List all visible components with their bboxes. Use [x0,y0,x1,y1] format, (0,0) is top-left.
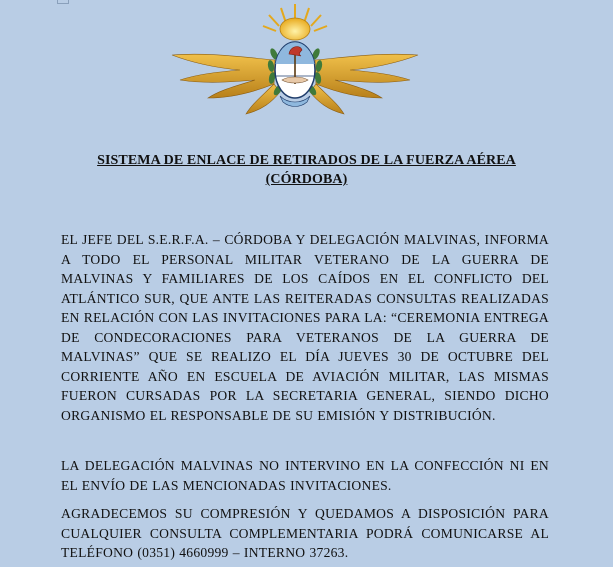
document-title [0,151,613,189]
title-line-2: (CÓRDOBA) [265,172,348,187]
left-wing [172,54,280,114]
right-wing [310,54,418,114]
shield [275,42,315,98]
air-force-wings-crest-icon [170,0,420,128]
title-line-1: SISTEMA DE ENLACE DE RETIRADOS DE LA FUERZA AÉREA [97,153,516,168]
paragraph-contact: AGRADECEMOS SU COMPRESIÓN Y QUEDAMOS A DISPOSICIÓN PARA CUALQUIER CONSULTA COMPLEMENTARIA PODRÁ COMUNICARSE AL TELÉFONO (0351) 4660999 – INTERNO 37263. [61,506,549,560]
paragraph-announcement: EL JEFE DEL S.E.R.F.A. – CÓRDOBA Y DELEGACIÓN MALVINAS, INFORMA A TODO EL PERSONAL MILITAR VETERANO DE LA GUERRA DE MALVINAS Y FAMILIARES DE LOS CAÍDOS EN EL CONFLICTO DEL ATLÁNTICO SUR, QUE ANTE LAS REITERADAS CONSULTAS REALIZADAS EN RELACIÓN CON LAS INVITACIONES PARA LA: “CEREMONIA ENTREGA DE CONDECORACIONES PARA VETERANOS DE LA GUERRA DE MALVINAS” QUE SE REALIZO EL DÍA JUEVES 30 DE OCTUBRE DEL CORRIENTE AÑO EN ESCUELA DE AVIACIÓN MILITAR, LAS MISMAS FUERON CURSADAS POR LA SECRETARIA GENERAL, SIENDO DICHO ORGANISMO EL RESPONSABLE DE SU EMISIÓN Y DISTRIBUCIÓN. [61,232,549,423]
corner-marker [57,0,69,4]
paragraph-delegation: LA DELEGACIÓN MALVINAS NO INTERVINO EN LA CONFECCIÓN NI EN EL ENVÍO DE LAS MENCIONADAS INVITACIONES. [61,458,549,493]
sun [280,18,310,40]
